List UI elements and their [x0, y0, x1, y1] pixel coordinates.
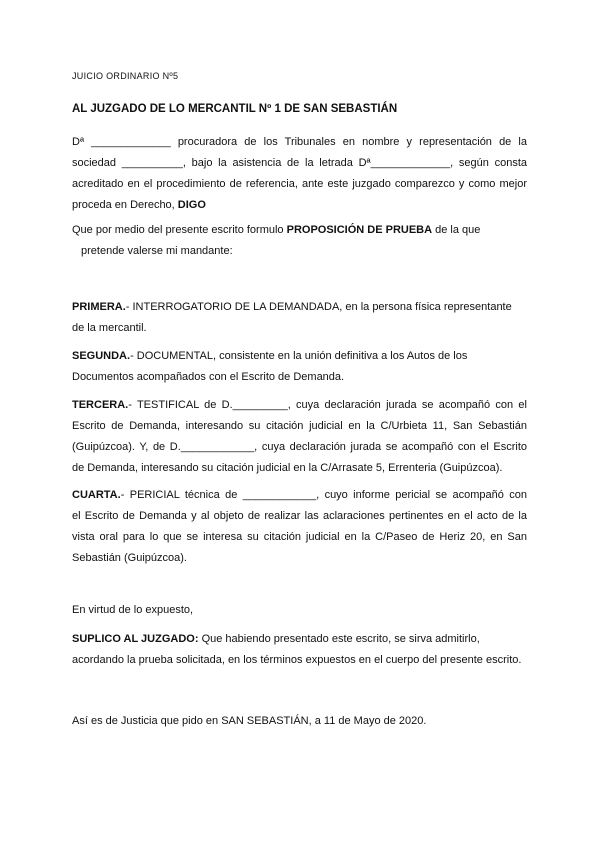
- tercera-line-4: de Demanda, interesando su citación judicial en la C/Arrasate 5, Errenteria (Guipúzcoa).: [72, 462, 503, 474]
- cuarta-line-2: el Escrito de Demanda y al objeto de realizar las aclaraciones pertinentes en el acto de la: [72, 510, 527, 522]
- segunda-text: - DOCUMENTAL, consistente en la unión definitiva a los Autos de los: [130, 350, 468, 362]
- tercera-paragraph: [72, 395, 527, 479]
- cuarta-line-3: vista oral para lo que se interesa su citación judicial en la C/Paseo de Heriz 20, en San: [72, 531, 527, 543]
- primera-line-1: [72, 297, 527, 318]
- cuarta-text: - PERICIAL técnica de ____________, cuyo informe pericial se acompañó con: [120, 489, 527, 501]
- segunda-paragraph: [72, 346, 527, 388]
- cuarta-line-4: Sebastián (Guipúzcoa).: [72, 552, 187, 564]
- cuarta-line-1: [72, 485, 527, 506]
- proposition-text: Que por medio del presente escrito formulo: [72, 224, 287, 236]
- tercera-line-3: (Guipúzcoa). Y, de D.____________, cuya declaración jurada se acompañó con el Escrito: [72, 441, 527, 453]
- tercera-label: TERCERA.: [72, 399, 129, 411]
- segunda-label: SEGUNDA.: [72, 350, 131, 362]
- cuarta-paragraph: [72, 485, 527, 569]
- suplico-line-2: acordando la prueba solicitada, en los términos expuestos en el cuerpo del presente escrito.: [72, 654, 522, 666]
- tercera-line-1: [72, 395, 527, 416]
- intro-line-3: acreditado en el procedimiento de referencia, ante este juzgado comparezco y como mejor: [72, 178, 527, 190]
- suplico-paragraph: [72, 629, 527, 671]
- intro-line-1: Dª _____________ procuradora de los Tribunales en nombre y representación de la: [72, 136, 527, 148]
- tercera-text: - TESTIFICAL de D._________, cuya declaración jurada se acompañó con el: [128, 399, 527, 411]
- proposition-paragraph: [72, 220, 527, 262]
- proposition-line-2: pretende valerse mi mandante:: [81, 245, 233, 257]
- primera-text: - INTERROGATORIO DE LA DEMANDADA, en la persona física representante: [125, 301, 512, 313]
- intro-line-4-text: proceda en Derecho,: [72, 199, 178, 211]
- case-number: JUICIO ORDINARIO Nº5: [72, 71, 179, 81]
- suplico-line-1: [72, 629, 527, 650]
- intro-line-4: [72, 195, 527, 216]
- primera-paragraph: [72, 297, 527, 339]
- digo-keyword: DIGO: [177, 199, 206, 211]
- segunda-line-1: [72, 346, 527, 367]
- court-heading: AL JUZGADO DE LO MERCANTIL Nº 1 DE SAN SEBASTIÁN: [72, 103, 398, 115]
- primera-line-2: de la mercantil.: [72, 322, 147, 334]
- segunda-line-2: Documentos acompañados con el Escrito de Demanda.: [72, 371, 345, 383]
- primera-label: PRIMERA.: [72, 301, 126, 313]
- proposition-keyword: PROPOSICIÓN DE PRUEBA: [286, 224, 433, 236]
- final-line: Así es de Justicia que pido en SAN SEBASTIÁN, a 11 de Mayo de 2020.: [72, 715, 427, 727]
- cuarta-label: CUARTA.: [72, 489, 121, 501]
- virtud-line: En virtud de lo expuesto,: [72, 604, 194, 616]
- proposition-end: de la que: [432, 224, 481, 236]
- proposition-line-1: [72, 220, 527, 241]
- intro-paragraph: [72, 132, 527, 216]
- intro-line-2: sociedad __________, bajo la asistencia de la letrada Dª_____________, según consta: [72, 157, 527, 169]
- suplico-label: SUPLICO AL JUZGADO:: [72, 633, 199, 645]
- tercera-line-2: Escrito de Demanda, interesando su citación judicial en la C/Urbieta 11, San Sebastián: [72, 420, 527, 432]
- suplico-text: Que habiendo presentado este escrito, se sirva admitirlo,: [198, 633, 480, 645]
